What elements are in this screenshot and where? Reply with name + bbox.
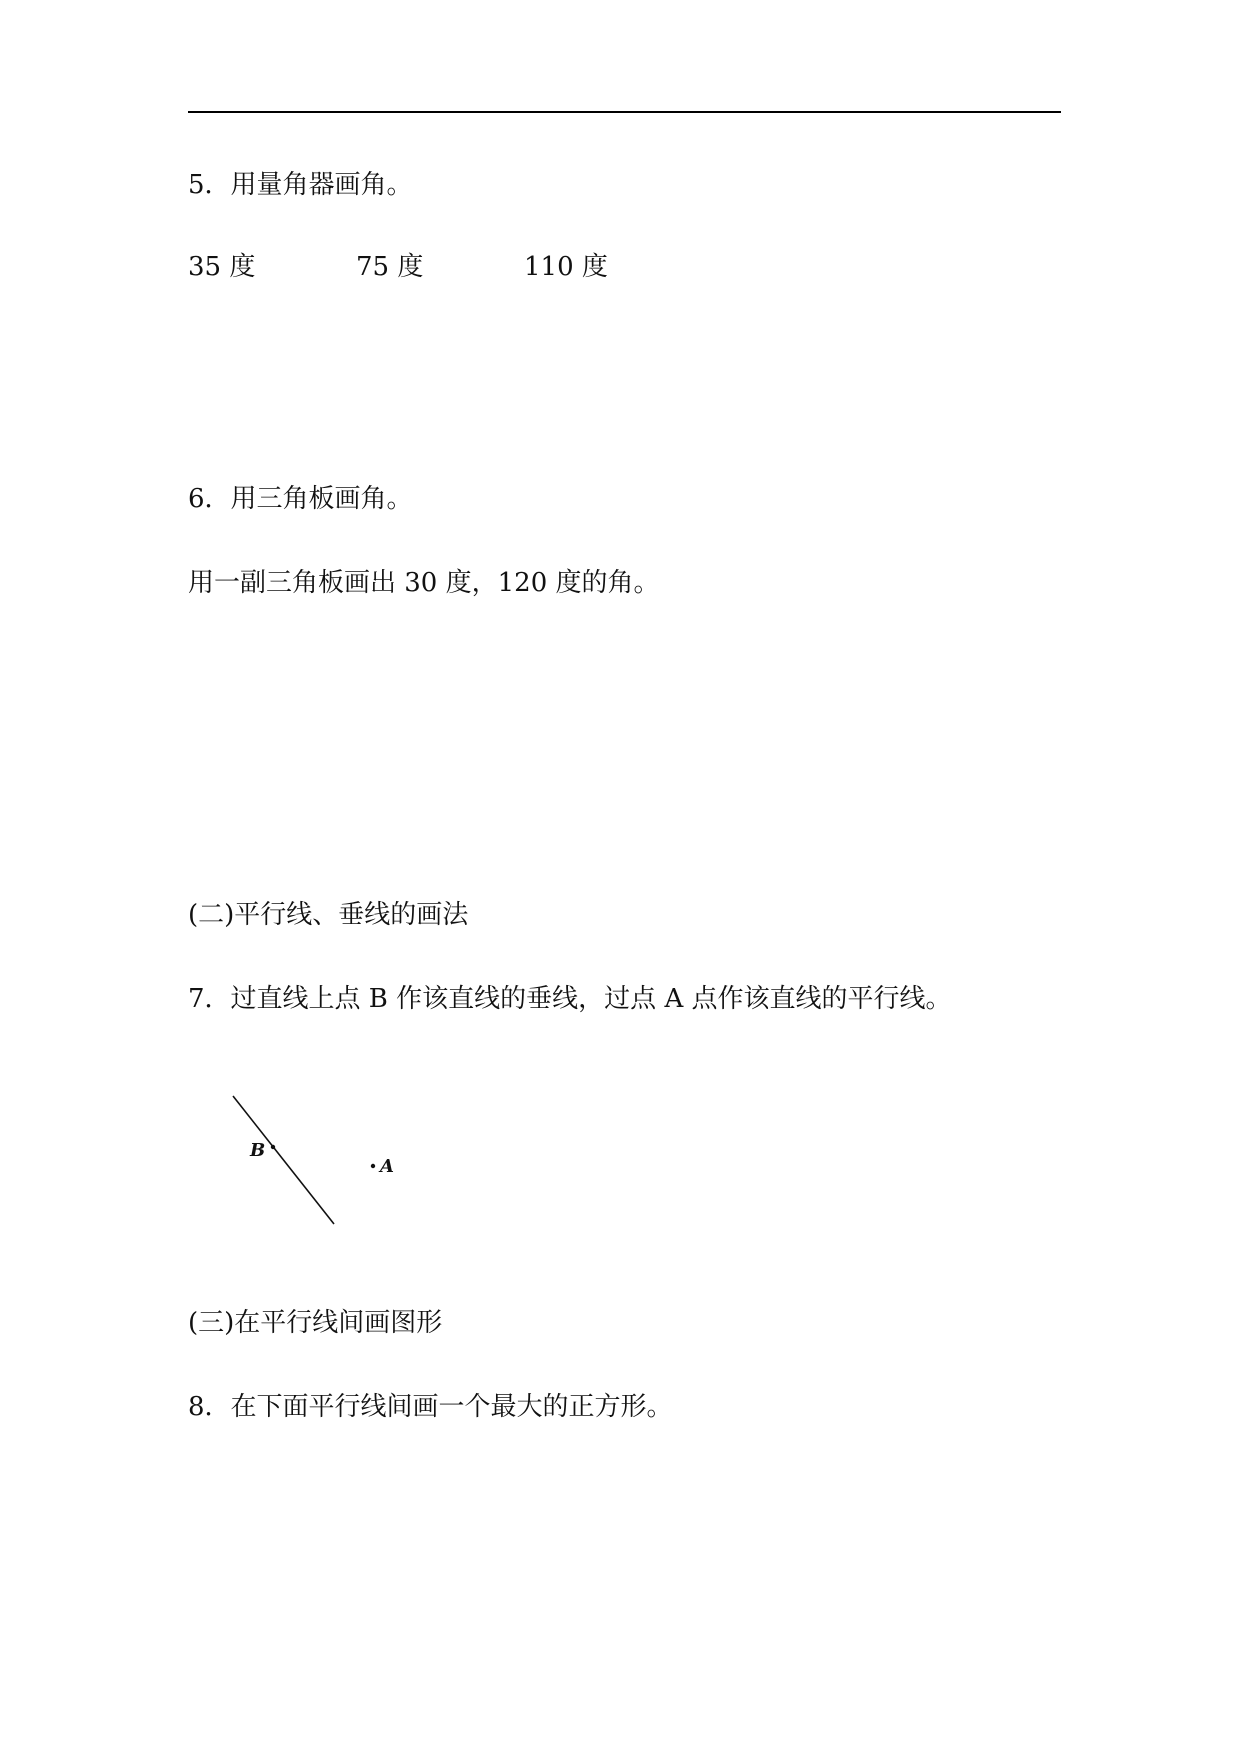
- question-7-title: 7．过直线上点 B 作该直线的垂线，过点 A 点作该直线的平行线。: [188, 984, 952, 1014]
- question-6-instruction: 用一副三角板画出 30 度，120 度的角。: [188, 568, 660, 598]
- angle-35: 35 度: [188, 252, 256, 282]
- point-a: [371, 1164, 375, 1168]
- point-b-label: B: [250, 1140, 266, 1161]
- question-8-title: 8．在下面平行线间画一个最大的正方形。: [188, 1392, 673, 1422]
- section-3-heading: (三)在平行线间画图形: [188, 1308, 443, 1338]
- angle-110: 110 度: [524, 252, 608, 282]
- section-2-heading: (二)平行线、垂线的画法: [188, 900, 469, 930]
- point-a-label: A: [380, 1156, 394, 1177]
- line-figure-svg: [220, 1090, 420, 1230]
- question-6-title: 6．用三角板画角。: [188, 484, 413, 514]
- header-rule: [188, 111, 1061, 113]
- point-b: [271, 1145, 275, 1149]
- given-line: [233, 1096, 334, 1224]
- angle-75: 75 度: [356, 252, 424, 282]
- question-5-title: 5．用量角器画角。: [188, 170, 413, 200]
- line-figure: [220, 1090, 420, 1230]
